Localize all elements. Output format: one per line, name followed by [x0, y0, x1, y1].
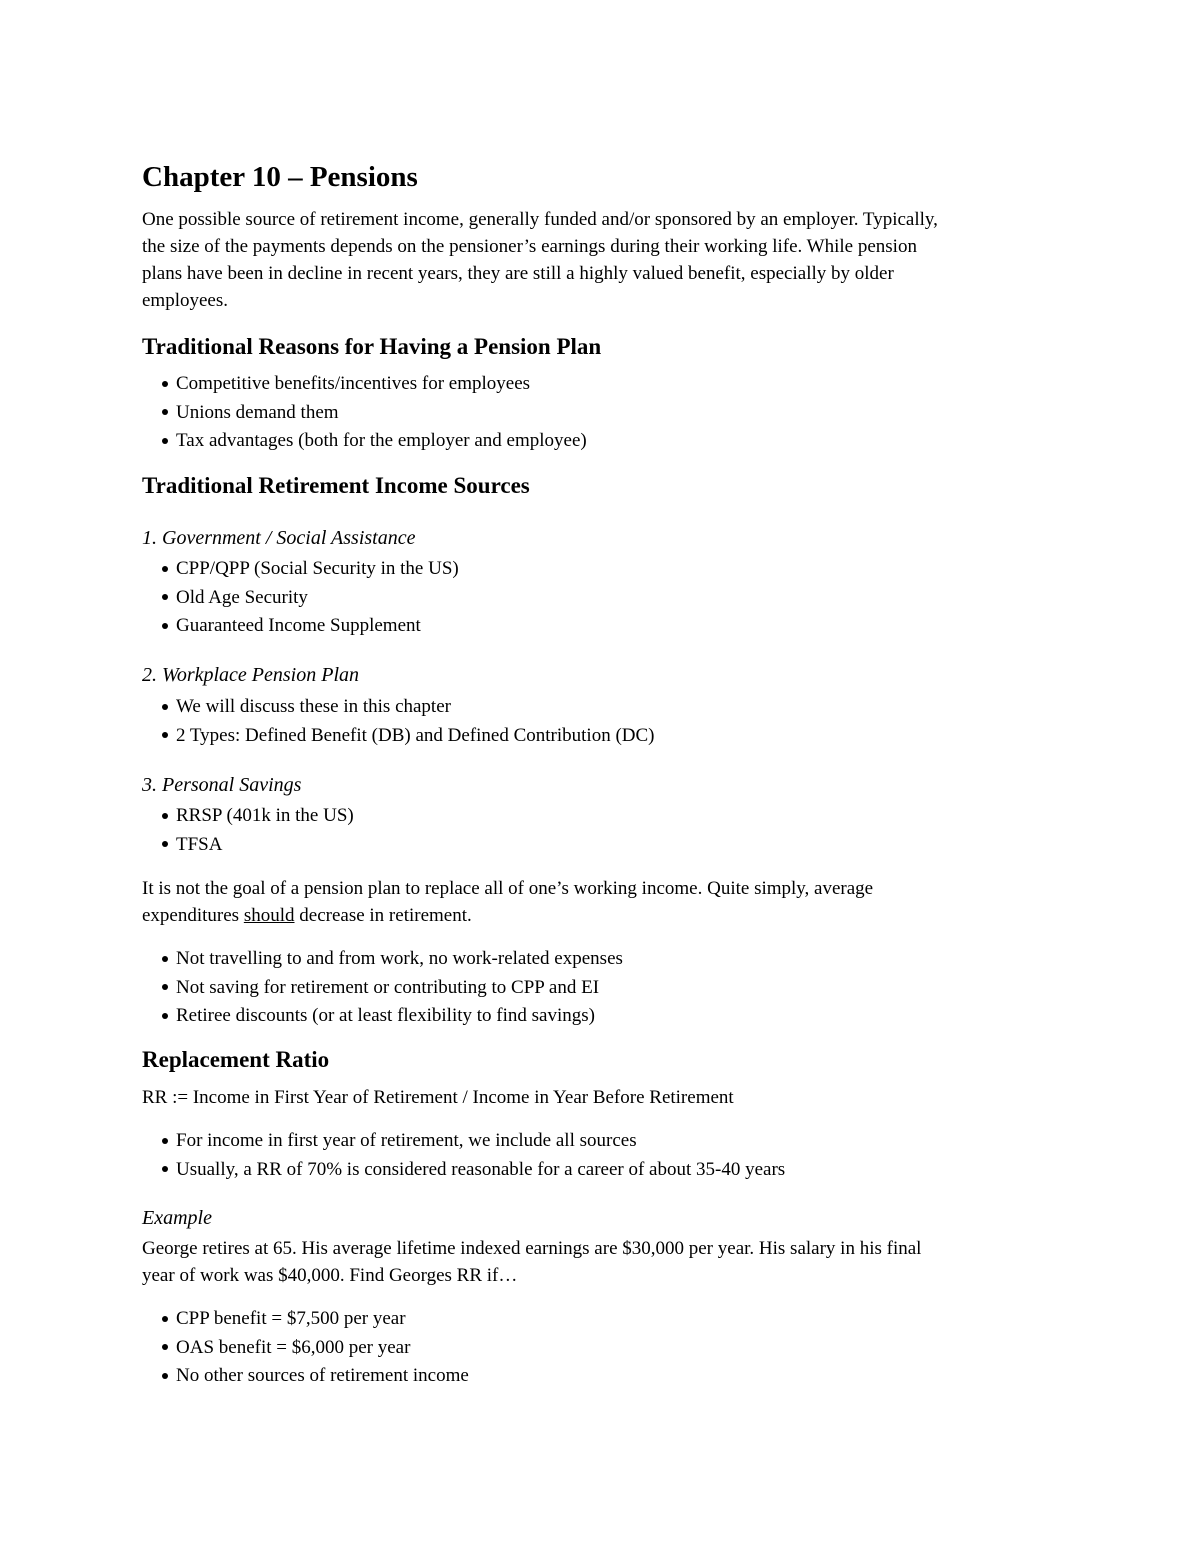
list-item-text: Old Age Security	[176, 586, 308, 608]
bullet-icon	[162, 984, 168, 990]
bullet-icon	[162, 732, 168, 738]
list-item	[162, 1156, 785, 1185]
savings-list	[162, 802, 354, 859]
replacement-list	[162, 1127, 785, 1184]
list-item	[162, 1127, 785, 1156]
list-item	[162, 584, 459, 613]
example-line: year of work was $40,000. Find Georges RR if…	[142, 1265, 518, 1286]
subsection-label-government: 1. Government / Social Assistance	[142, 527, 416, 549]
bullet-icon	[162, 704, 168, 710]
section-heading-replacement: Replacement Ratio	[142, 1047, 330, 1072]
list-item	[162, 831, 354, 860]
list-item-text: We will discuss these in this chapter	[176, 696, 451, 717]
list-item-text: No other sources of retirement income	[176, 1365, 469, 1386]
bullet-icon	[162, 1166, 168, 1172]
list-item	[162, 1362, 469, 1391]
list-item-text: Retiree discounts (or at least flexibility to find savings)	[176, 1005, 595, 1026]
list-item	[162, 1002, 623, 1031]
replacement-definition: RR := Income in First Year of Retirement / Income in Year Before Retirement	[142, 1087, 734, 1108]
list-item	[162, 1334, 469, 1363]
intro-line: the size of the payments depends on the pensioner’s earnings during their working life. While pension	[142, 236, 917, 257]
expenditure-list	[162, 945, 623, 1031]
bullet-icon	[162, 409, 168, 415]
list-item-text: CPP benefit = $7,500 per year	[176, 1308, 406, 1329]
chapter-title: Chapter 10 – Pensions	[142, 161, 418, 193]
list-item-text: Unions demand them	[176, 401, 339, 423]
section-heading-reasons: Traditional Reasons for Having a Pension Plan	[142, 334, 602, 359]
list-item-text: For income in first year of retirement, we include all sources	[176, 1130, 637, 1151]
list-item-text: CPP/QPP (Social Security in the US)	[176, 558, 459, 579]
goal-paragraph	[142, 875, 873, 929]
list-item-text: Not saving for retirement or contributing to CPP and EI	[176, 976, 600, 998]
bullet-icon	[162, 594, 168, 600]
list-item-text: Competitive benefits/incentives for employees	[176, 373, 531, 394]
government-list	[162, 555, 459, 641]
subsection-label-savings: 3. Personal Savings	[142, 774, 302, 796]
list-item	[162, 722, 655, 751]
goal-text: expenditures	[142, 905, 244, 926]
intro-paragraph	[142, 206, 938, 314]
bullet-icon	[162, 1373, 168, 1379]
workplace-list	[162, 693, 655, 750]
emphasis-underlined: should	[243, 905, 295, 926]
bullet-icon	[162, 1344, 168, 1350]
bullet-icon	[162, 1013, 168, 1019]
goal-line	[142, 902, 873, 929]
bullet-icon	[162, 381, 168, 387]
intro-line: One possible source of retirement income, generally funded and/or sponsored by an employer. Typically,	[142, 209, 938, 230]
reasons-list	[162, 370, 587, 456]
list-item	[162, 802, 354, 831]
subsection-label-workplace: 2. Workplace Pension Plan	[142, 664, 360, 686]
goal-line: It is not the goal of a pension plan to replace all of one’s working income. Quite simply, average	[142, 878, 874, 899]
intro-line: employees.	[142, 290, 229, 311]
bullet-icon	[162, 623, 168, 629]
list-item	[162, 693, 655, 722]
list-item	[162, 370, 587, 399]
bullet-icon	[162, 438, 168, 444]
list-item-text: Tax advantages (both for the employer and employee)	[176, 430, 587, 451]
example-list	[162, 1305, 469, 1391]
list-item-text: OAS benefit = $6,000 per year	[176, 1336, 411, 1358]
list-item	[162, 974, 623, 1003]
list-item	[162, 945, 623, 974]
bullet-icon	[162, 813, 168, 819]
bullet-icon	[162, 566, 168, 572]
example-label: Example	[142, 1207, 212, 1229]
bullet-icon	[162, 841, 168, 847]
example-paragraph	[142, 1235, 921, 1289]
list-item	[162, 427, 587, 456]
list-item-text: Guaranteed Income Supplement	[176, 615, 421, 636]
list-item-text: TFSA	[176, 833, 223, 855]
example-line: George retires at 65. His average lifetime indexed earnings are $30,000 per year. His salary in his final	[142, 1238, 922, 1259]
bullet-icon	[162, 1316, 168, 1322]
list-item	[162, 612, 459, 641]
list-item	[162, 399, 587, 428]
list-item-text: Usually, a RR of 70% is considered reasonable for a career of about 35-40 years	[176, 1158, 786, 1180]
bullet-icon	[162, 956, 168, 962]
bullet-icon	[162, 1138, 168, 1144]
list-item-text: 2 Types: Defined Benefit (DB) and Defined Contribution (DC)	[176, 724, 655, 746]
list-item	[162, 555, 459, 584]
intro-line: plans have been in decline in recent years, they are still a highly valued benefit, especially by older	[142, 263, 894, 284]
list-item-text: Not travelling to and from work, no work-related expenses	[176, 948, 623, 969]
section-heading-sources: Traditional Retirement Income Sources	[142, 473, 530, 498]
list-item-text: RRSP (401k in the US)	[176, 805, 354, 826]
list-item	[162, 1305, 469, 1334]
goal-text: decrease in retirement.	[294, 905, 472, 926]
